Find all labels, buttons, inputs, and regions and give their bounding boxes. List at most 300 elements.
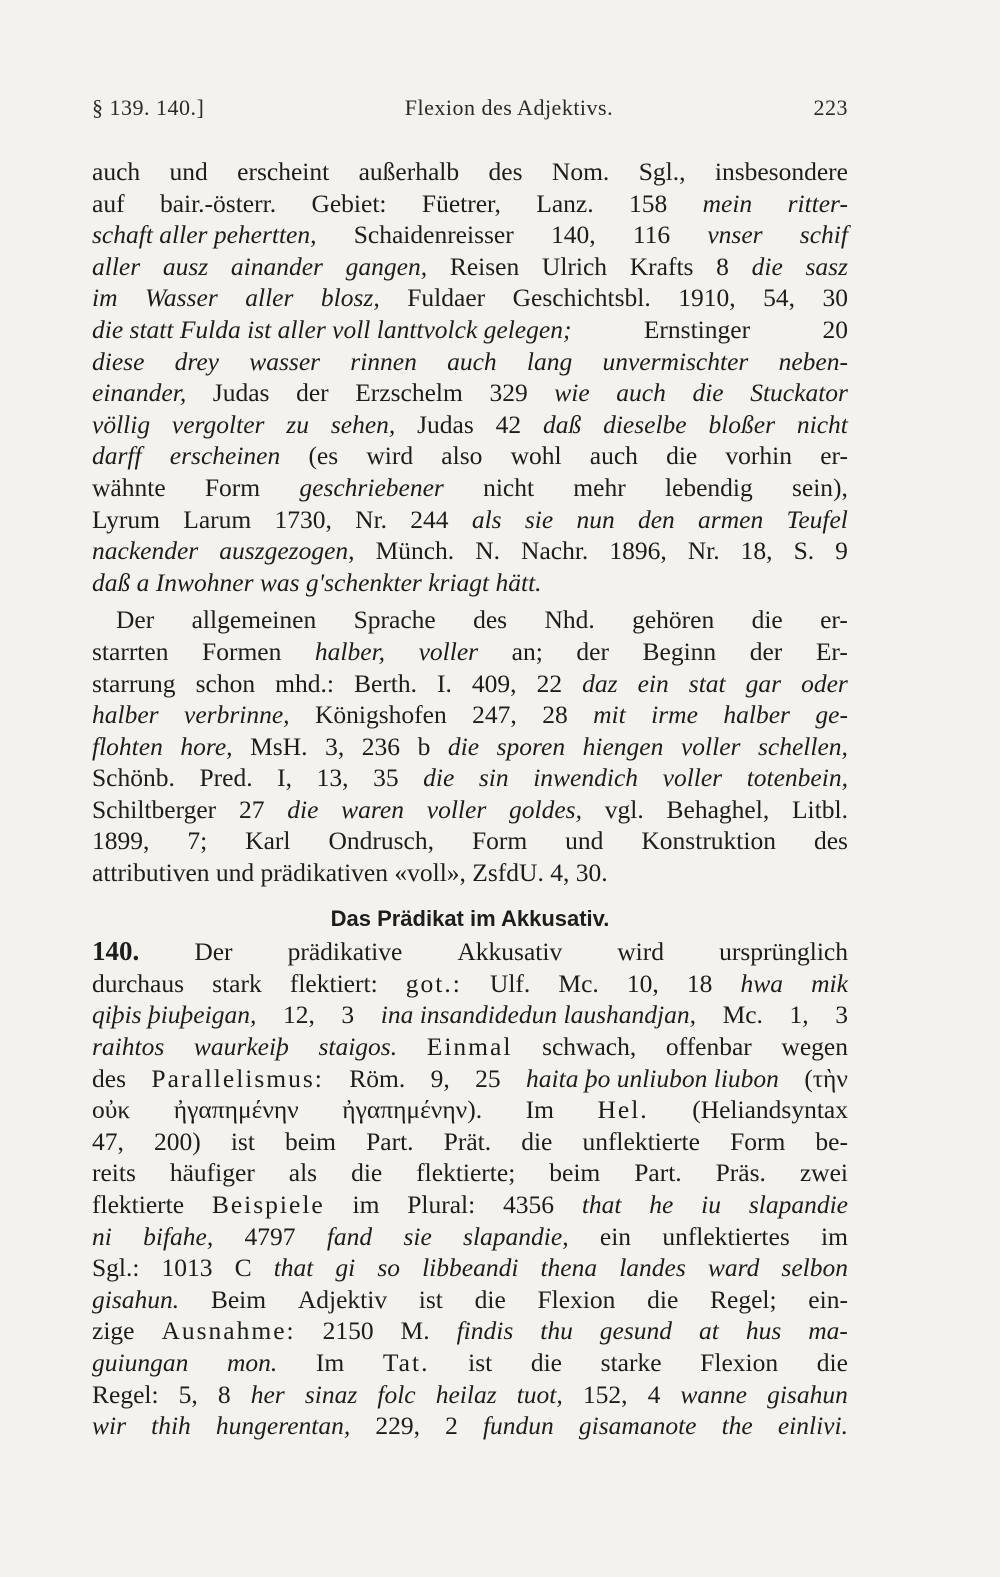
italic-word: ge- — [815, 700, 848, 730]
italic-word: oder — [801, 668, 848, 698]
word: Tat. — [382, 1347, 430, 1377]
word: Sgl.: — [92, 1253, 140, 1283]
word: ein — [599, 1221, 632, 1251]
italic-word: bifahe, — [143, 1221, 214, 1251]
italic-word: ausz — [162, 251, 209, 281]
italic-word: halber, — [314, 636, 386, 666]
word: Konstruktion — [641, 826, 776, 856]
italic-word: die — [423, 763, 455, 793]
italic-word: folc — [377, 1379, 416, 1409]
text-line — [92, 699, 848, 731]
italic-word: drey — [174, 346, 219, 376]
word: also — [441, 441, 483, 471]
word: zwei — [799, 1158, 848, 1188]
italic-word: sie — [403, 1221, 432, 1251]
italic-word: rinnen — [350, 346, 417, 376]
italic-word: raihtos — [92, 1032, 165, 1062]
word: Form — [730, 1126, 786, 1156]
italic-word: lang — [526, 346, 573, 376]
italic-word: neben- — [778, 346, 848, 376]
word: 20 — [822, 314, 848, 344]
word: die — [474, 1284, 506, 1314]
word: wähnte — [92, 472, 166, 502]
italic-word: sehen, — [330, 409, 396, 439]
word: auf — [92, 188, 125, 218]
word: flektierte — [92, 1190, 185, 1219]
word: bair.-österr. — [159, 188, 277, 218]
word: 3 — [341, 1000, 355, 1030]
italic-word: nackender — [92, 536, 199, 566]
word: flektierte; — [416, 1158, 516, 1188]
word: Litbl. — [791, 794, 848, 824]
section-number: 140. — [92, 936, 140, 967]
italic-word: waren — [341, 794, 404, 824]
italic-word: hwa — [740, 968, 783, 998]
word: Im — [525, 1095, 554, 1125]
word: 27 — [238, 794, 265, 824]
italic-word: daz — [582, 668, 618, 698]
italic-word: blosz, — [320, 283, 380, 313]
italic-word: ina insandidedun laushandjan, — [380, 1000, 696, 1030]
text-line — [92, 762, 848, 794]
italic-word: aller — [92, 251, 141, 281]
word: C — [234, 1253, 252, 1283]
word: prädikative — [287, 937, 403, 967]
italic-word: irme — [651, 700, 698, 730]
word: Form — [204, 472, 261, 502]
italic-word: findis — [456, 1316, 514, 1346]
word: erscheint — [237, 157, 330, 186]
word: Sgl., — [638, 157, 686, 186]
text-line — [92, 535, 848, 567]
text-line — [92, 1094, 848, 1126]
italic-word: voller — [418, 636, 479, 666]
word: wegen — [781, 1032, 848, 1062]
italic-word: hungerentan, — [215, 1411, 351, 1441]
text-line — [92, 377, 848, 409]
word: die — [816, 1347, 848, 1377]
word: S. — [793, 536, 815, 566]
word: Plural: — [407, 1190, 476, 1219]
word: 9 — [835, 536, 848, 566]
word: Münch. — [375, 536, 455, 566]
word: 247, — [472, 700, 517, 730]
italic-word: haita þo unliubon liubon — [526, 1063, 779, 1093]
italic-word: schellen, — [758, 731, 848, 761]
word: und — [565, 826, 604, 856]
text-line — [92, 1284, 848, 1316]
italic-word: gi — [335, 1253, 356, 1283]
word: 4 — [647, 1379, 661, 1409]
italic-word: landes — [619, 1253, 686, 1283]
text-line — [92, 668, 848, 700]
word: auch — [589, 441, 638, 471]
word: allgemeinen — [191, 605, 317, 635]
word: Nhd. — [544, 605, 595, 635]
italic-word: libbeandi — [422, 1253, 519, 1283]
italic-word: totenbein, — [746, 763, 848, 793]
word: Reisen — [449, 251, 520, 281]
text-line — [92, 1347, 848, 1379]
italic-word: wanne — [680, 1379, 747, 1409]
italic-word: mit — [593, 700, 626, 730]
word: 1013 — [161, 1253, 213, 1283]
word: ist — [418, 1284, 443, 1314]
word: 1899, — [92, 826, 150, 856]
section-heading: Das Prädikat im Akkusativ. — [330, 905, 610, 931]
word: Schönb. — [92, 763, 175, 793]
word: 54, — [763, 283, 795, 313]
italic-word: schif — [799, 220, 848, 250]
word: des — [92, 1063, 126, 1093]
italic-word: schaft aller pehertten, — [92, 220, 317, 250]
italic-word: sasz — [805, 251, 848, 281]
italic-word: hore, — [180, 731, 233, 761]
word: stark — [212, 968, 262, 998]
word: wird — [366, 441, 414, 471]
word: Sprache — [353, 605, 436, 635]
italic-word: darff — [92, 441, 142, 471]
word: schon — [195, 668, 256, 698]
italic-word: tuot, — [516, 1379, 563, 1409]
italic-word: staigos. — [318, 1032, 398, 1062]
italic-word: gisamanote — [578, 1411, 697, 1441]
word: die — [751, 605, 783, 635]
word: 2150 — [322, 1316, 374, 1346]
word: Part. — [634, 1158, 682, 1188]
word: ein- — [808, 1284, 848, 1314]
word: 13, — [316, 763, 349, 793]
italic-word: qiþis þiuþeigan, — [92, 1000, 257, 1030]
word: Judas — [212, 378, 270, 408]
italic-word: mon. — [226, 1347, 278, 1377]
word: der — [576, 636, 609, 666]
word: Lyrum — [92, 504, 160, 534]
italic-word: im — [92, 283, 118, 313]
word: er- — [820, 441, 848, 471]
italic-word: heilaz — [435, 1379, 497, 1409]
italic-word: the — [721, 1411, 753, 1441]
italic-word: gar — [745, 668, 782, 698]
word: unflektierte — [582, 1126, 700, 1156]
text-line — [92, 825, 848, 857]
italic-word: diese — [92, 346, 145, 376]
italic-word: verbrinne, — [184, 700, 290, 730]
text-line — [92, 1252, 848, 1284]
word: Erzschelm — [355, 378, 463, 408]
italic-word: den — [637, 504, 675, 534]
word: Beispiele — [211, 1190, 325, 1219]
word: flektiert: — [289, 968, 378, 998]
text-line — [92, 567, 848, 599]
word: 236 — [361, 731, 401, 761]
word: ist — [468, 1347, 493, 1377]
italic-word: thih — [151, 1411, 191, 1441]
word: (τὴν — [804, 1063, 848, 1093]
italic-word: mik — [811, 968, 848, 998]
word: 1, — [789, 1000, 809, 1030]
word: des — [488, 157, 523, 186]
italic-word: thu — [540, 1316, 573, 1346]
italic-word: vnser — [707, 220, 763, 250]
text-line — [92, 188, 848, 220]
word: Form — [471, 826, 528, 856]
header-title: Flexion des Adjektivs. — [404, 95, 614, 120]
word: beim — [549, 1158, 601, 1188]
word: Beim — [210, 1284, 267, 1314]
text-line — [92, 1063, 848, 1095]
word: Mc. — [558, 968, 599, 998]
word: die — [351, 1158, 383, 1188]
word: 12, — [282, 1000, 315, 1030]
running-header — [92, 95, 848, 121]
italic-word: ni — [92, 1221, 112, 1251]
word: Behaghel, — [666, 794, 770, 824]
word: (Heliandsyntax — [692, 1095, 848, 1125]
word: 10, — [626, 968, 659, 998]
word: Beginn — [642, 636, 717, 666]
italic-word: auszgezogen, — [219, 536, 355, 566]
word: Gebiet: — [311, 188, 387, 218]
word: ἠγαπημένην). — [342, 1095, 483, 1125]
word: die — [666, 441, 698, 471]
word: Hel. — [597, 1095, 649, 1125]
word: Nr. — [355, 504, 388, 534]
italic-word: hus — [745, 1316, 782, 1346]
word: Schiltberger — [92, 794, 217, 824]
italic-word: daß a Inwohner was g'schenkter kriagt hätt. — [92, 567, 542, 597]
word: οὐκ — [92, 1095, 131, 1125]
italic-word: Stuckator — [750, 378, 848, 408]
word: ist — [230, 1126, 255, 1156]
word: Krafts — [629, 251, 694, 281]
text-line — [92, 251, 848, 283]
text-line — [92, 219, 848, 251]
word: reits — [92, 1158, 136, 1188]
word: 1896, — [609, 536, 667, 566]
italic-word: völlig — [92, 409, 151, 439]
text-line — [92, 636, 848, 668]
word: Ausnahme: — [161, 1316, 296, 1346]
italic-word: sporen — [496, 731, 566, 761]
word: ursprünglich — [719, 937, 848, 967]
word: Im — [315, 1347, 345, 1377]
text-line — [92, 1379, 848, 1411]
word: Röm. — [349, 1063, 406, 1093]
word: starrten — [92, 636, 169, 666]
word: be- — [815, 1126, 848, 1156]
word: beim — [285, 1126, 336, 1156]
text-line — [92, 794, 848, 826]
word: Präs. — [715, 1158, 766, 1188]
word: 1730, — [274, 504, 332, 534]
word: 3, — [325, 731, 345, 761]
italic-word: sinaz — [304, 1379, 358, 1409]
italic-word: voller — [662, 763, 723, 793]
paragraph-rigid-forms — [92, 604, 848, 888]
word: 18 — [686, 968, 713, 998]
text-line — [92, 1315, 848, 1347]
italic-word: goldes, — [509, 794, 582, 824]
word: 35 — [373, 763, 399, 793]
italic-word: ein — [637, 668, 669, 698]
italic-word: die statt Fulda ist aller voll lanttvolck gelegen; — [92, 314, 572, 344]
word: Parallelismus: — [151, 1063, 324, 1093]
italic-word: halber — [723, 700, 790, 730]
word: Ulrich — [541, 251, 608, 281]
word: Fuldaer — [407, 283, 486, 313]
paragraph-section-140 — [92, 936, 848, 1442]
text-line — [92, 604, 848, 636]
text-line — [92, 314, 848, 346]
italic-word: die — [692, 378, 724, 408]
word: 329 — [489, 378, 528, 408]
italic-word: unvermischter — [602, 346, 749, 376]
text-line — [92, 504, 848, 536]
word: starrung — [92, 668, 176, 698]
text-line — [92, 409, 848, 441]
word: Füetrer, — [421, 188, 501, 218]
italic-word: sin — [478, 763, 509, 793]
italic-word: gangen, — [345, 251, 428, 281]
word: N. — [475, 536, 501, 566]
word: wohl — [510, 441, 562, 471]
italic-word: geschriebener — [299, 472, 444, 502]
word: 7; — [187, 826, 208, 856]
word: zige — [92, 1316, 135, 1346]
word: Der — [116, 605, 155, 635]
italic-word: guiungan — [92, 1347, 189, 1377]
italic-word: that — [273, 1253, 314, 1283]
italic-word: zu — [286, 409, 309, 439]
word: mhd.: — [275, 668, 334, 698]
word: Judas — [417, 409, 474, 439]
word: Ondrusch, — [328, 826, 434, 856]
word: b — [417, 731, 431, 761]
italic-word: Wasser — [145, 283, 218, 313]
text-line — [92, 1189, 848, 1221]
word: 140, — [550, 220, 596, 250]
word: Adjektiv — [297, 1284, 388, 1314]
word: Lanz. — [536, 188, 594, 218]
italic-word: waurkeiþ — [193, 1032, 289, 1062]
word: Mc. — [722, 1000, 763, 1030]
word: der — [296, 378, 329, 408]
italic-word: einander, — [92, 378, 187, 408]
text-line — [92, 440, 848, 472]
italic-word: die — [287, 794, 319, 824]
word: 30 — [822, 283, 848, 313]
page-body — [92, 156, 848, 1442]
italic-word: Teufel — [786, 504, 848, 534]
word: schwach, — [542, 1032, 637, 1062]
paragraph-flexion-outside-nominative — [92, 156, 848, 598]
word: Nom. — [551, 157, 610, 186]
word: 18, — [740, 536, 773, 566]
text-line — [92, 936, 848, 968]
word: 28 — [542, 700, 568, 730]
italic-word: gisahun. — [92, 1284, 180, 1314]
word: (es — [308, 441, 339, 471]
italic-word: inwendich — [533, 763, 639, 793]
word: Berth. — [353, 668, 417, 698]
text-line — [92, 999, 848, 1031]
italic-word: voller — [680, 731, 741, 761]
word: 22 — [536, 668, 563, 698]
word: vorhin — [725, 441, 792, 471]
italic-word: wasser — [249, 346, 321, 376]
word: 1910, — [678, 283, 736, 313]
word: im — [821, 1221, 848, 1251]
word: an; — [511, 636, 543, 666]
italic-word: wie — [554, 378, 590, 408]
italic-word: auch — [616, 378, 666, 408]
word: Flexion — [700, 1347, 779, 1377]
word: 9, — [430, 1063, 450, 1093]
italic-word: gisahun — [767, 1379, 848, 1409]
word: 4356 — [503, 1190, 555, 1219]
word: mehr — [573, 472, 626, 502]
italic-word: iu — [701, 1190, 722, 1219]
word: Akkusativ — [457, 937, 563, 967]
word: lebendig — [664, 472, 753, 502]
word: Larum — [183, 504, 252, 534]
italic-word: gesund — [599, 1316, 673, 1346]
italic-word: nicht — [796, 409, 848, 439]
word: 116 — [632, 220, 671, 250]
word: Nachr. — [521, 536, 589, 566]
word: Regel: — [92, 1379, 159, 1409]
italic-word: so — [377, 1253, 401, 1283]
word: got.: — [405, 968, 462, 998]
italic-word: fand — [326, 1221, 373, 1251]
text-line — [92, 472, 848, 504]
word: attributiven und prädikativen «voll», ZsfdU. 4, 30. — [92, 858, 608, 888]
word: Ulf. — [489, 968, 531, 998]
italic-word: stat — [688, 668, 726, 698]
word: 5, — [178, 1379, 198, 1409]
word: M. — [400, 1316, 430, 1346]
italic-word: he — [649, 1190, 674, 1219]
word: auch — [92, 157, 141, 186]
word: Er- — [815, 636, 848, 666]
italic-word: thena — [540, 1253, 598, 1283]
word: 4797 — [244, 1221, 296, 1251]
header-section-reference: § 139. 140.] — [92, 95, 205, 120]
word: Karl — [245, 826, 291, 856]
italic-word: die — [447, 731, 480, 761]
header-page-number: 223 — [813, 95, 848, 120]
italic-word: selbon — [781, 1253, 848, 1283]
text-line — [92, 968, 848, 1000]
word: des — [813, 826, 848, 856]
word: 3 — [835, 1000, 848, 1030]
italic-word: voller — [426, 794, 487, 824]
italic-word: armen — [698, 504, 764, 534]
word: Königshofen — [314, 700, 447, 730]
word: nicht — [483, 472, 535, 502]
italic-word: auch — [447, 346, 497, 376]
italic-word: bloßer — [708, 409, 776, 439]
word: durchaus — [92, 968, 185, 998]
word: MsH. — [250, 731, 308, 761]
italic-word: nun — [576, 504, 615, 534]
word: 229, — [375, 1411, 420, 1441]
word: Einmal — [426, 1032, 513, 1062]
italic-word: als — [471, 504, 502, 534]
word: 47, — [92, 1126, 124, 1156]
word: außerhalb — [358, 157, 460, 186]
